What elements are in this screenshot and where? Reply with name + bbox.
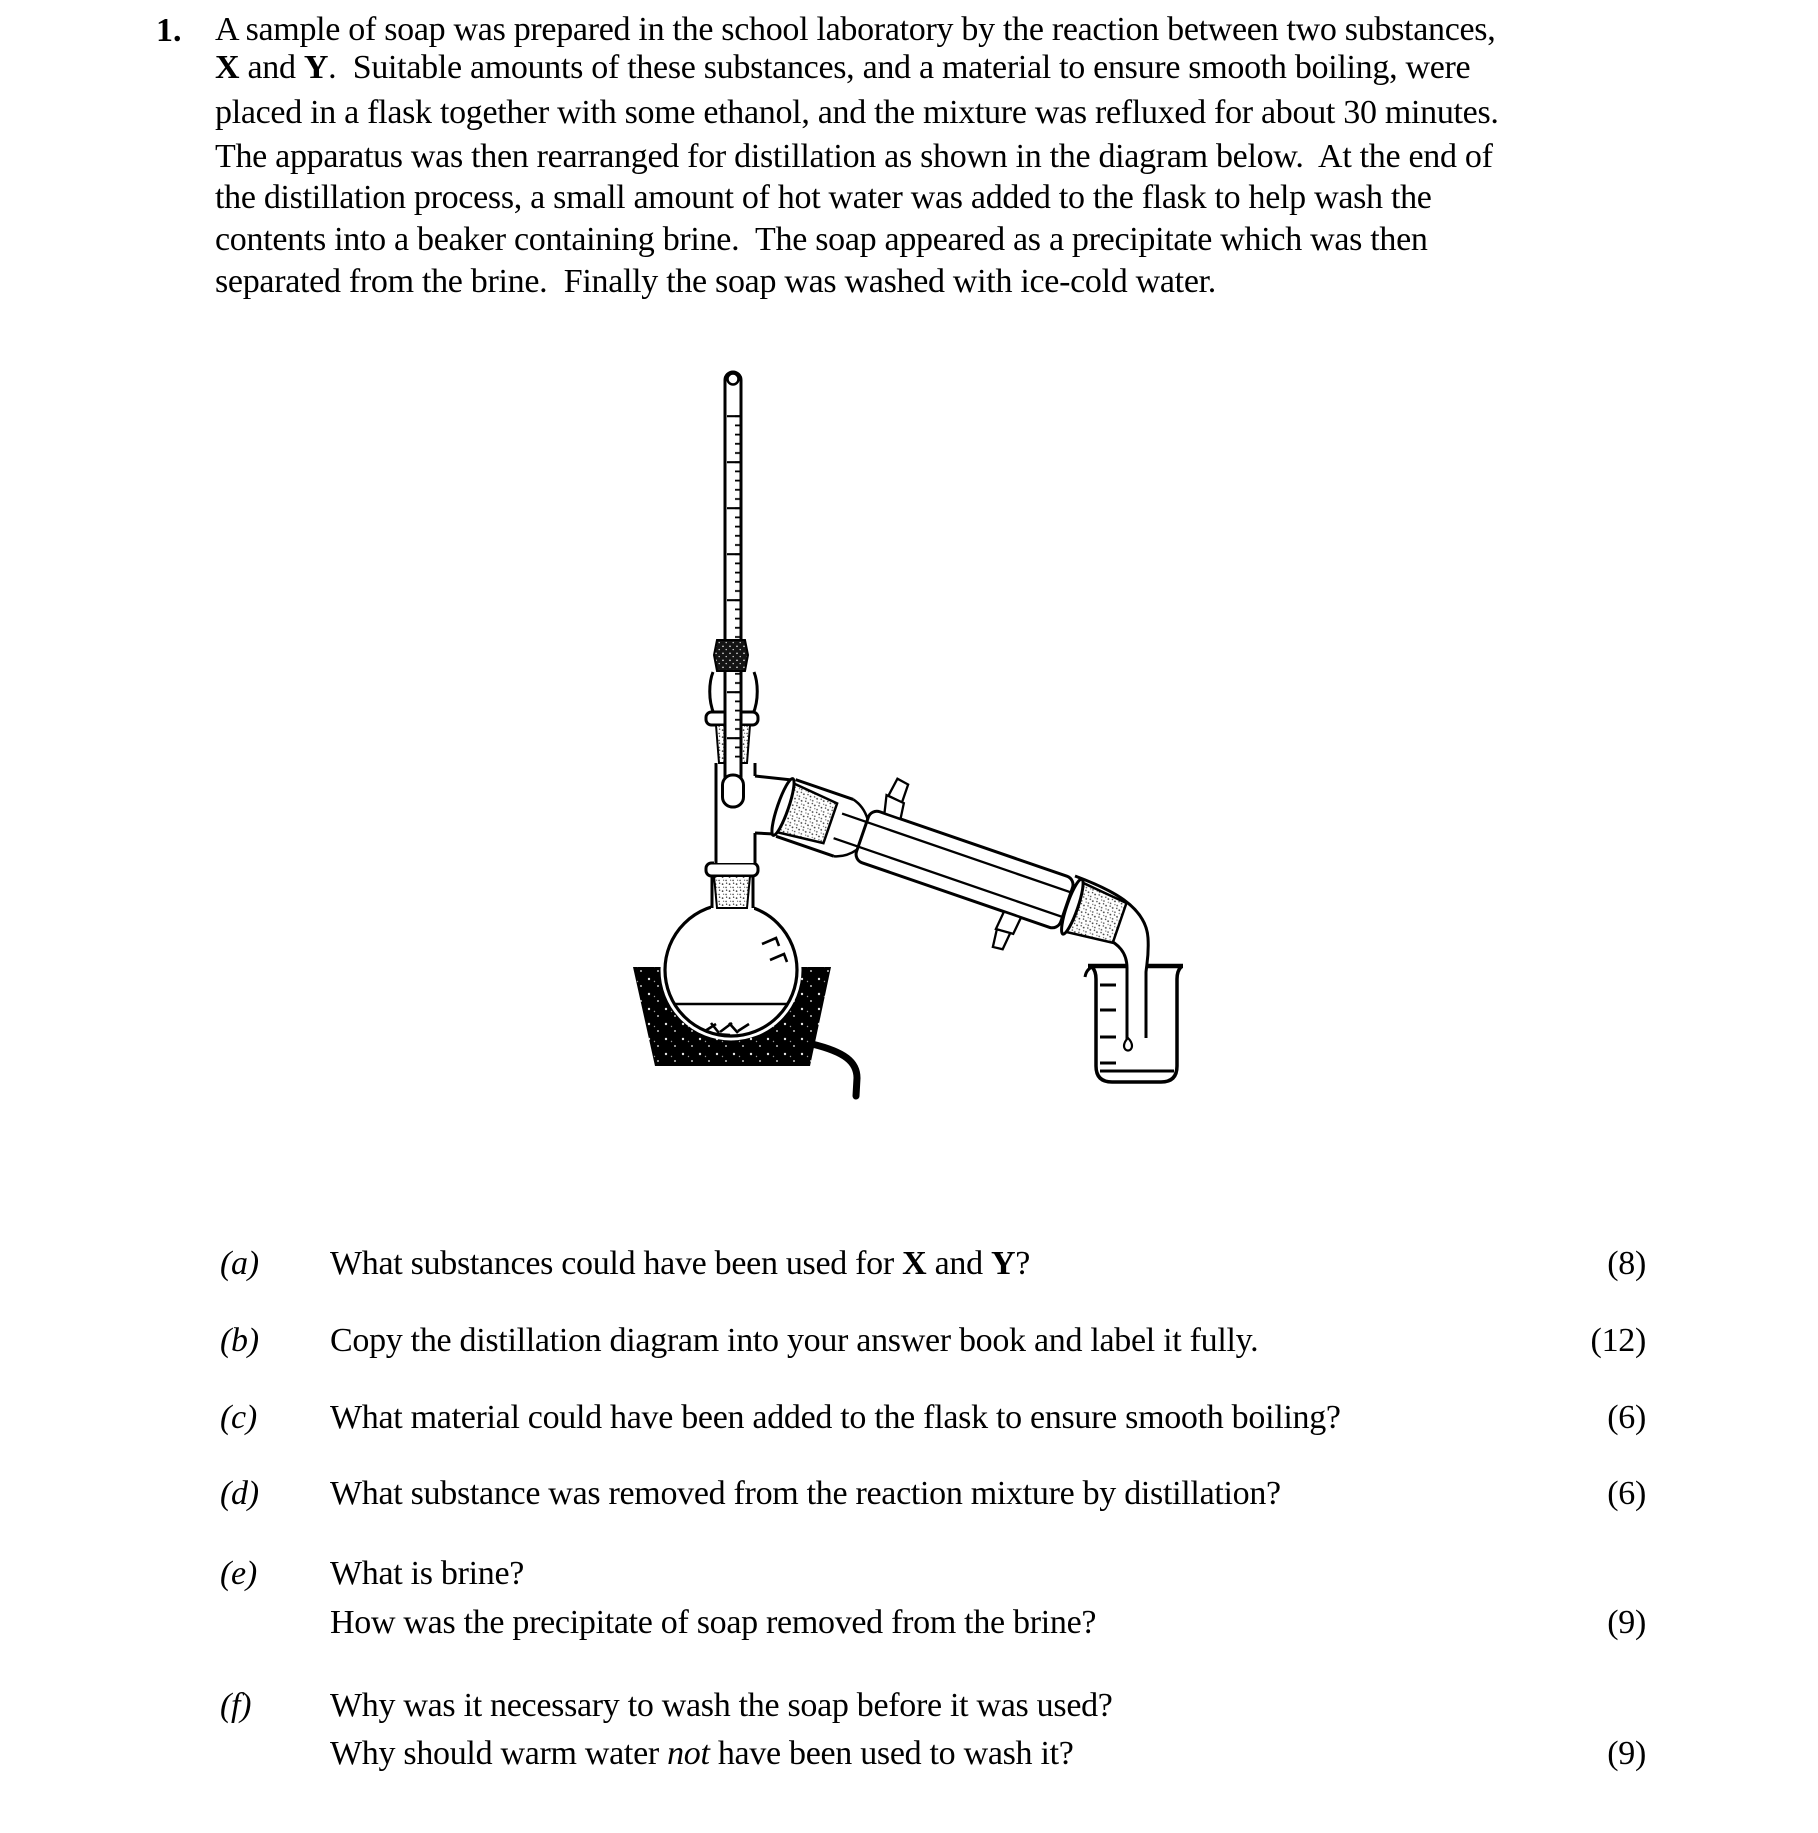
paragraph-line: X and Y. Suitable amounts of these substances, and a material to ensure smooth boiling, were [215,49,1471,86]
paragraph-line: contents into a beaker containing brine. The soap appeared as a precipitate which was then [215,221,1428,258]
water-nozzle-upper [881,777,913,819]
subquestion-label: (b) [220,1322,259,1359]
distillation-diagram [520,300,1220,1200]
round-bottom-flask [665,863,797,1036]
joint-collar [706,863,758,876]
ground-glass-joint-flask [714,876,750,908]
subquestion-label: (d) [220,1475,259,1512]
power-cord [812,1044,857,1096]
subquestion-f [220,1687,1646,1787]
condenser-water-jacket [854,809,1076,930]
water-nozzle-lower [990,911,1021,952]
subquestion-text: How was the precipitate of soap removed from the brine? [330,1604,1097,1641]
marks: (12) [1590,1322,1646,1359]
marks: (8) [1607,1245,1646,1282]
subquestion-label: (c) [220,1399,257,1436]
subquestion-label: (e) [220,1555,257,1592]
marks: (6) [1607,1475,1646,1512]
subquestion-label: (f) [220,1687,252,1724]
subquestion-text: What substance was removed from the reaction mixture by distillation? [330,1475,1281,1512]
paragraph-line: The apparatus was then rearranged for distillation as shown in the diagram below. At the end of [215,138,1493,175]
marks: (9) [1607,1604,1646,1641]
paragraph-line: A sample of soap was prepared in the school laboratory by the reaction between two substances, [215,11,1496,48]
marks: (6) [1607,1399,1646,1436]
paragraph-line: the distillation process, a small amount of hot water was added to the flask to help wash the [215,179,1432,216]
suspension-ring [728,374,739,385]
distillate-drop [1124,1038,1132,1051]
paragraph-line: placed in a flask together with some ethanol, and the mixture was refluxed for about 30 minutes. [215,94,1499,131]
subquestion-text: What is brine? [330,1555,525,1592]
liebig-condenser [757,745,1140,984]
subquestion-text: What material could have been added to the flask to ensure smooth boiling? [330,1399,1341,1436]
cork [714,640,748,671]
thermometer-bulb [723,775,744,807]
question-number: 1. [156,12,182,49]
marks: (9) [1607,1735,1646,1772]
subquestion-text: Why should warm water not have been used to wash it? [330,1735,1074,1772]
subquestion-text: What substances could have been used for X and Y? [330,1245,1031,1282]
subquestion-text: Copy the distillation diagram into your answer book and label it fully. [330,1322,1259,1359]
beaker-graduations [1100,985,1116,1063]
subquestion-label: (a) [220,1245,259,1282]
subquestion-e [220,1555,1646,1655]
subquestion-text: Why was it necessary to wash the soap before it was used? [330,1687,1113,1724]
paragraph-line: separated from the brine. Finally the soap was washed with ice-cold water. [215,263,1216,300]
